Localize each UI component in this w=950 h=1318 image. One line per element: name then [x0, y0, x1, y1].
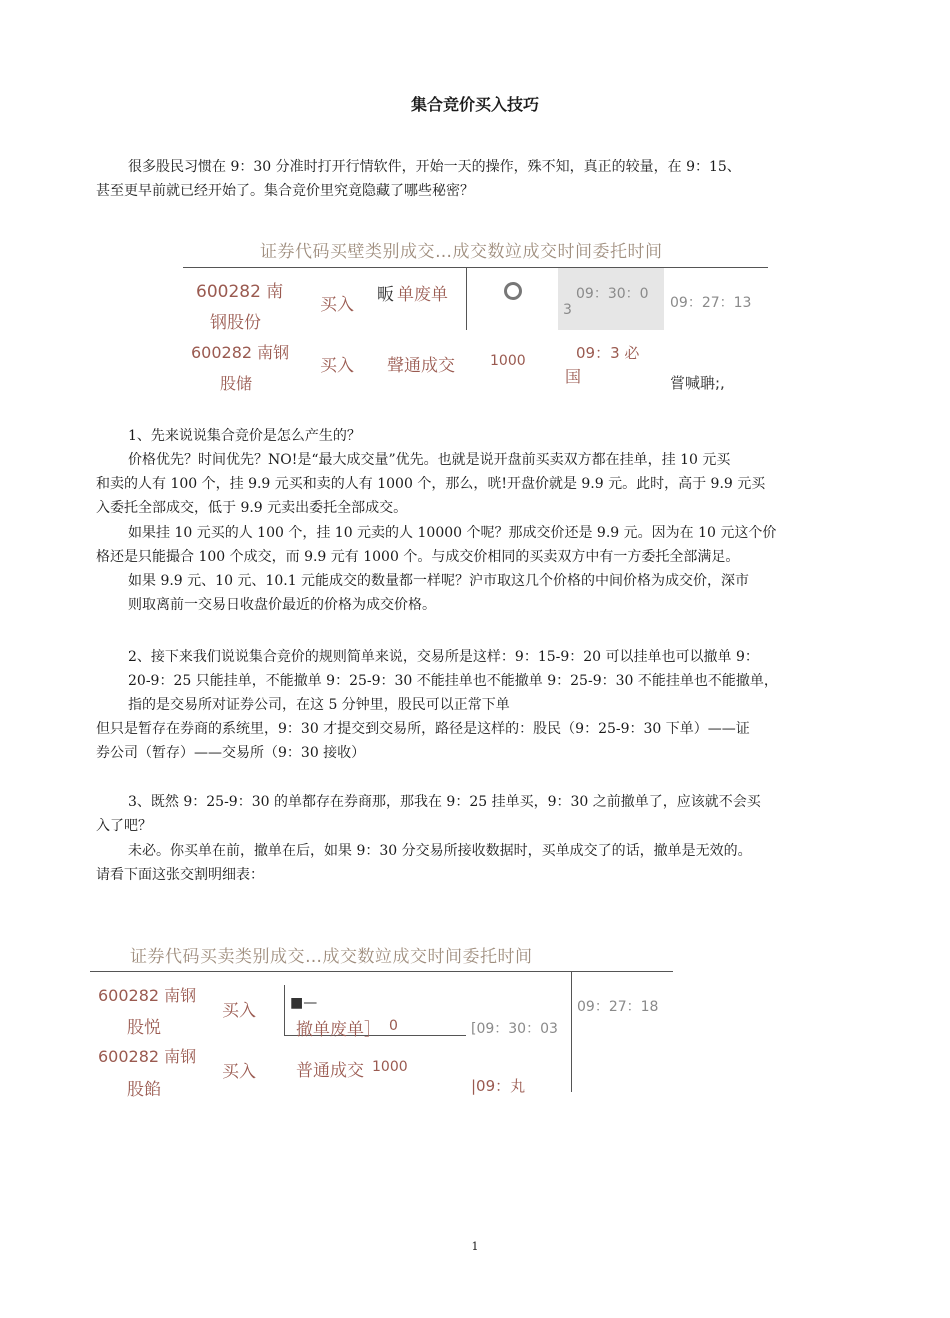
row-2-trade-time-cont: 国 — [565, 367, 582, 386]
section-2-line-5: 券公司（暂存）——交易所（9：30 接收） — [96, 745, 366, 761]
section-3-q-line-1: 3、既然 9：25-9：30 的单都存在券商那，那我在 9：25 挂单买，9：30 之前撤单了，应该就不会买 — [128, 794, 761, 810]
section-1-p3-line-1: 如果 9.9 元、10 元、10.1 元能成交的数量都一样呢？沪市取这几个价格的中间价格为成交价，深市 — [128, 573, 750, 589]
row-1-order-time: 09：27：18 — [577, 999, 659, 1015]
row-1-trade-time: 09：30：0 — [576, 286, 649, 302]
row-1-code: 600282 南 — [196, 282, 284, 302]
table-1-header: 证券代码买壁类别成交…成交数竝成交时间委托时间 — [260, 242, 663, 262]
row-1-mark: ■— — [290, 995, 318, 1011]
row-1-name: 股悦 — [127, 1018, 161, 1038]
section-1-p2-line-1: 如果挂 10 元买的人 100 个，挂 10 元卖的人 10000 个呢？那成交价还是 9.9 元。因为在 10 元这个价 — [128, 525, 777, 541]
row-2-trade-time: 09：3 必 — [576, 344, 640, 362]
section-3-a-line-2: 请看下面这张交割明细表： — [96, 867, 264, 883]
section-3-a-line-1: 未必。你买单在前，撤单在后，如果 9：30 分交易所接收数据时，买单成交了的话，撤单是无效的。 — [128, 843, 752, 859]
row-2-side: 买入 — [222, 1062, 256, 1082]
row-2-name: 股餡 — [127, 1080, 161, 1100]
row-1-name: 钢股份 — [210, 313, 261, 333]
page-number: 1 — [471, 1240, 479, 1253]
section-1-p3-line-2: 则取离前一交易日收盘价最近的价格为成交价格。 — [128, 597, 436, 613]
ring-icon — [504, 282, 522, 300]
section-1-p1-line-1: 价格优先？时间优先？NO!是“最大成交量”优先。也就是说开盘前买卖双方都在挂单，挂 10 元买 — [128, 452, 731, 468]
row-1-type: 单废单 — [397, 285, 448, 305]
row-2-order-time: 嘗喊聃;, — [670, 374, 725, 392]
section-2-line-3: 指的是交易所对证券公司，在这 5 分钟里，股民可以正常下单 — [128, 697, 510, 713]
intro-line-2: 甚至更早前就已经开始了。集合竞价里究竟隐藏了哪些秘密？ — [96, 183, 474, 199]
row-2-type: 普通成交 — [296, 1061, 364, 1081]
table-2-header: 证券代码买卖类别成交…成交数竝成交时间委托时间 — [130, 947, 533, 967]
section-1-heading: 1、先来说说集合竞价是怎么产生的？ — [128, 428, 361, 444]
row-2-side: 买入 — [320, 356, 354, 376]
section-3-q-line-2: 入了吧？ — [96, 818, 152, 834]
section-1-p1-line-3: 入委托全部成交，低于 9.9 元卖出委托全部成交。 — [96, 500, 408, 516]
row-1-order-time: 09：27：13 — [670, 295, 752, 311]
intro-line-1: 很多股民习惯在 9：30 分准时打开行情软件，开始一天的操作，殊不知，真正的较量，在 9：15、 — [128, 159, 741, 175]
section-2-line-4: 但只是暂存在券商的系统里，9：30 才提交到交易所，路径是这样的：股民（9：25-9：30 下单）——证 — [96, 721, 750, 737]
row-1-type: 撤单废单］ — [296, 1020, 381, 1040]
row-2-code: 600282 南钢 — [98, 1047, 197, 1066]
row-2-qty: 1000 — [490, 353, 526, 369]
row-1-type-prefix: 畈 — [377, 285, 394, 305]
row-1-qty: 0 — [389, 1018, 398, 1034]
row-2-code: 600282 南钢 — [191, 343, 290, 362]
section-2-line-2: 20-9：25 只能挂单，不能撤单 9：25-9：30 不能挂单也不能撤单 9：25-9：30 不能挂单也不能撤单， — [128, 673, 778, 689]
table-2-rule — [90, 971, 673, 972]
row-2-name: 股储 — [220, 374, 253, 393]
section-2-line-1: 2、接下来我们说说集合竞价的规则简单来说，交易所是这样：9：15-9：20 可以挂单也可以撤单 9： — [128, 649, 759, 665]
page-title: 集合竞价买入技巧 — [410, 95, 539, 114]
section-1-p1-line-2: 和卖的人有 100 个，挂 9.9 元买和卖的人有 1000 个，那么，咣!开盘价就是 9.9 元。此时，高于 9.9 元买 — [96, 476, 766, 492]
row-1-trade-time-cont: 3 — [563, 302, 572, 318]
row-1-trade-time: [09：30：03 — [471, 1021, 558, 1037]
row-1-code: 600282 南钢 — [98, 986, 197, 1005]
table-2-cell-left — [284, 985, 285, 1036]
row-2-qty: 1000 — [372, 1059, 408, 1075]
section-1-p2-line-2: 格还是只能撮合 100 个成交，而 9.9 元有 1000 个。与成交价相同的买卖双方中有一方委托全部满足。 — [96, 549, 740, 565]
row-1-side: 买入 — [222, 1001, 256, 1021]
row-2-type: 聲通成交 — [387, 356, 455, 376]
table-1-rule — [183, 267, 768, 268]
table-2-divider — [571, 972, 572, 1092]
row-1-side: 买入 — [320, 295, 354, 315]
table-1-divider — [466, 268, 467, 330]
row-2-trade-time: |09：丸 — [471, 1077, 526, 1095]
